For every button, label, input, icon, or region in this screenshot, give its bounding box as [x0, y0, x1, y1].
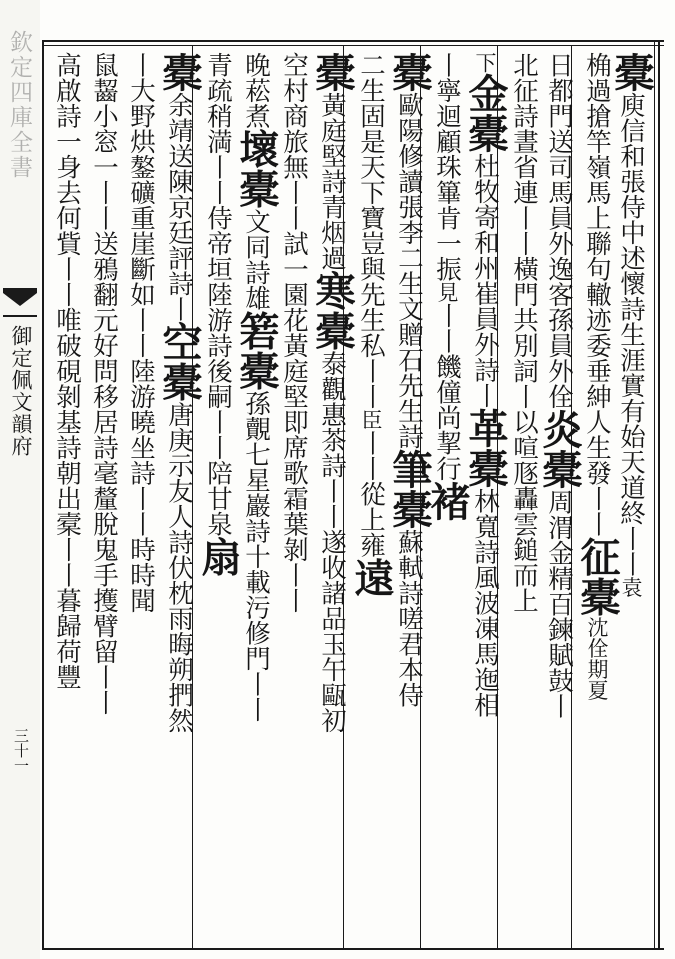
column-text: 丨 [544, 693, 574, 719]
column-text: 丨丨 [126, 485, 156, 537]
headword: 空橐 [156, 321, 203, 402]
column-text: 蘇軾詩嗟君本侍 [394, 529, 424, 708]
column-text: 杜牧寄和州崔員外詩 [470, 153, 500, 383]
column-text: 歐陽修讀張李二生文贈石先生詩 [394, 92, 424, 449]
column-text: 桷過搶竿嶺馬上聯句轍迹委垂紳人生發 [582, 52, 612, 486]
column-text: 二生固是天下寶豈與先生私 [356, 52, 386, 358]
column-text: 下 [473, 52, 497, 73]
column-text: 庾信和張侍中述懷詩生涯實有始天道終 [616, 92, 646, 526]
headword: 金橐 [462, 73, 509, 153]
column-text: 青疏 [203, 52, 233, 103]
text-column [233, 52, 280, 947]
headword: 橐 [156, 52, 203, 92]
text-column [462, 52, 509, 947]
column-text: 林寬詩風波凍馬迤相 [470, 488, 500, 718]
frame-right [658, 40, 660, 950]
headword: 筆橐 [386, 449, 433, 529]
text-column [122, 52, 158, 947]
column-text: 文同詩雄 [241, 208, 271, 311]
column-text: 丨丨 [279, 562, 309, 613]
column-text: 孫覿七星巖詩十載污修門 [241, 390, 271, 671]
column-text: 橫門共別詞 [509, 256, 539, 384]
text-column [608, 52, 655, 947]
text-column [505, 52, 541, 947]
text-column [536, 52, 583, 947]
column-text: 丨丨 [616, 525, 646, 577]
column-text: 丨丨 [89, 664, 119, 715]
column-text: 大野烘鏊礦重崖斷 [126, 77, 156, 282]
column-text: 丨丨 [582, 485, 612, 537]
frame-left [42, 40, 44, 950]
column-text: 稍満 [203, 103, 233, 154]
column-text: 丨丨 [126, 307, 156, 358]
column-text: 丨丨 [317, 478, 347, 529]
column-text: 丨丨 [52, 256, 82, 307]
headword: 炎橐 [536, 409, 583, 489]
column-text: 丨 [164, 296, 194, 322]
left-margin [0, 0, 40, 959]
column-text: 高啟詩一身去何貲 [52, 52, 82, 256]
frame-top [42, 40, 664, 42]
column-text: 侍帝垣陸游詩後嗣 [203, 205, 233, 409]
column-text: 丨丨 [89, 179, 119, 231]
column-text: 丨丨 [203, 154, 233, 205]
text-column [309, 52, 356, 947]
text-column [48, 52, 84, 947]
text-column [386, 52, 433, 947]
column-text: 丨丨 [432, 302, 462, 354]
column-text: 泰觀惠茶詩 [317, 350, 347, 478]
column-text: 丨丨 [203, 409, 233, 460]
column-text: 北征詩晝省連 [509, 52, 539, 205]
headword: 褚 [424, 481, 471, 521]
column-text: 臣 [359, 409, 383, 430]
column-text: 丨丨 [52, 536, 82, 588]
column-text: 晚菘煮 [241, 52, 271, 129]
column-text: 丨 [470, 382, 500, 408]
column-text: 丨 [509, 383, 539, 409]
column-text: 丨 [432, 52, 462, 78]
column-text: 袁 [619, 576, 643, 598]
headword: 橐 [309, 52, 356, 92]
column-text: 饑僮尚挈行 [432, 353, 462, 481]
column-text: 日都門送司馬員外逸客孫員外佺 [544, 52, 574, 409]
column-text: 唐庚示友人詩伏枕雨晦朔捫然 [164, 401, 194, 733]
text-column [275, 52, 311, 947]
headword: 征橐 [574, 536, 621, 617]
headword: 橐 [386, 52, 433, 92]
column-text: 丨丨 [241, 671, 271, 722]
column-text: 寧迴顧珠篳肯一振 [432, 77, 462, 282]
fish-tail-mark-icon [0, 286, 40, 320]
column-text: 丨丨 [356, 358, 386, 409]
column-text: 見 [435, 281, 459, 303]
headword: 扇 [195, 536, 242, 577]
column-text: 黃庭堅詩青烟過 [317, 92, 347, 271]
text-column [348, 52, 395, 947]
column-text: 鼠齧小窓一 [89, 52, 119, 180]
column-text: 空村商旅無 [279, 52, 309, 180]
column-text: 遂收諸品玉午甌初 [317, 529, 347, 733]
column-text: 試一園花黃庭堅即席歌霜葉剝 [279, 230, 309, 562]
headword: 箬橐 [233, 310, 280, 391]
column-text: 丨丨 [509, 205, 539, 256]
text-column [574, 52, 621, 947]
book-title: 御定佩文韻府 [9, 325, 33, 457]
column-text: 如 [126, 281, 156, 307]
text-column [156, 52, 203, 947]
headword: 革橐 [462, 408, 509, 488]
column-text: 周渭金精百鍊賦鼓 [544, 489, 574, 693]
column-text: 丨 [126, 52, 156, 78]
column-text: 時時聞 [126, 536, 156, 613]
column-text: 送鴉翻元好問移居詩毫釐脫鬼手擭臂留 [89, 230, 119, 664]
column-text: 唯破硯剝基詩朝出槖 [52, 307, 82, 537]
headword: 遠 [348, 557, 395, 598]
column-text: 丨丨 [279, 179, 309, 231]
text-column [195, 52, 242, 947]
page-number: 三十一 [12, 728, 30, 773]
frame-bottom [42, 948, 664, 950]
text-column [85, 52, 121, 947]
column-text: 陸游曉坐詩 [126, 358, 156, 486]
column-text: 沈佺期夏 [585, 616, 609, 701]
text-column [424, 52, 471, 947]
column-text: 以喧豗轟雲鎚而上 [509, 409, 539, 613]
headword: 壞橐 [233, 128, 280, 209]
column-text: 暮歸荷豐 [52, 587, 82, 690]
column-text: 余靖送陳京廷評詩 [164, 92, 194, 296]
column-text: 陪甘泉 [203, 460, 233, 537]
headword: 橐 [608, 52, 655, 92]
headword: 寒橐 [309, 270, 356, 351]
column-text: 丨丨 [356, 430, 386, 481]
frame-right-inner [654, 40, 655, 950]
column-text: 從上雍 [356, 481, 386, 558]
faded-book-header: 欽定四庫全書 [6, 30, 32, 180]
